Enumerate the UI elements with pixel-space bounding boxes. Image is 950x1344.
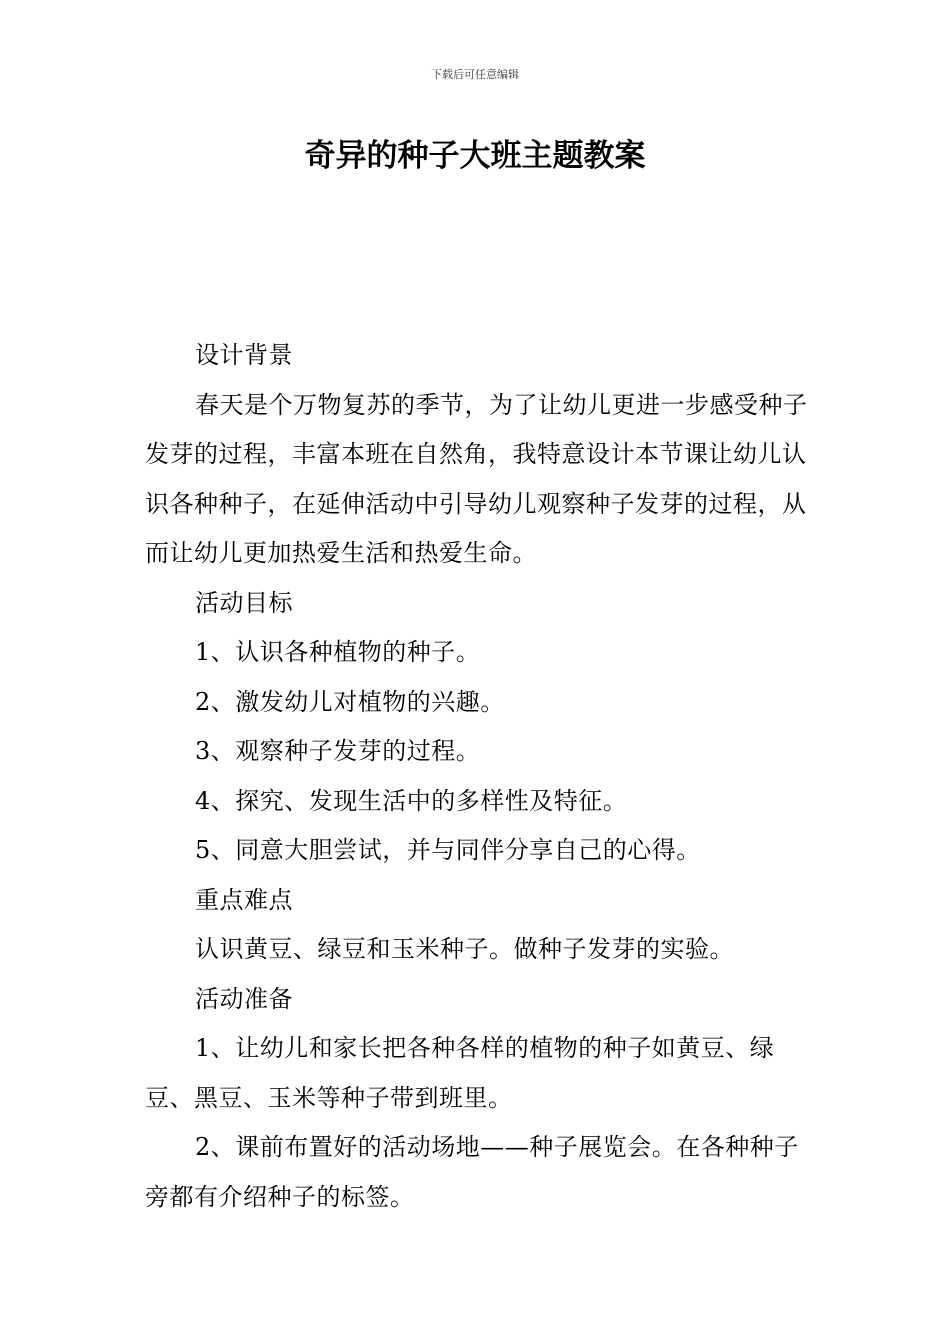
document-body xyxy=(145,331,808,1222)
goal-item-4: 4、探究、发现生活中的多样性及特征。 xyxy=(195,786,628,815)
section-heading-design-background: 设计背景 xyxy=(195,341,293,369)
paragraph-design-background: 春天是个万物复苏的季节，为了让幼儿更进一步感受种子发芽的过程，丰富本班在自然角，我特意设计本节课让幼儿认识各种种子，在延伸活动中引导幼儿观察种子发芽的过程，从而让幼儿更加热爱生活和热爱生命。 xyxy=(145,390,808,567)
section-heading-preparation: 活动准备 xyxy=(195,984,293,1013)
section-heading-activity-goals: 活动目标 xyxy=(195,588,293,617)
goal-item-1: 1、认识各种植物的种子。 xyxy=(195,638,481,666)
header-note: 下载后可任意编辑 xyxy=(431,68,519,81)
goal-item-3: 3、观察种子发芽的过程。 xyxy=(195,737,481,765)
goal-item-5: 5、同意大胆尝试，并与同伴分享自己的心得。 xyxy=(195,836,701,864)
preparation-item-2: 2、课前布置好的活动场地——种子展览会。在各种种子旁都有介绍种子的标签。 xyxy=(145,1133,799,1211)
section-heading-key-points: 重点难点 xyxy=(195,885,293,914)
paragraph-key-points: 认识黄豆、绿豆和玉米种子。做种子发芽的实验。 xyxy=(195,935,734,963)
preparation-item-1: 1、让幼儿和家长把各种各样的植物的种子如黄豆、绿豆、黑豆、玉米等种子带到班里。 xyxy=(145,1034,775,1112)
goal-item-2: 2、激发幼儿对植物的兴趣。 xyxy=(195,687,505,716)
document-title: 奇异的种子大班主题教案 xyxy=(304,138,646,174)
